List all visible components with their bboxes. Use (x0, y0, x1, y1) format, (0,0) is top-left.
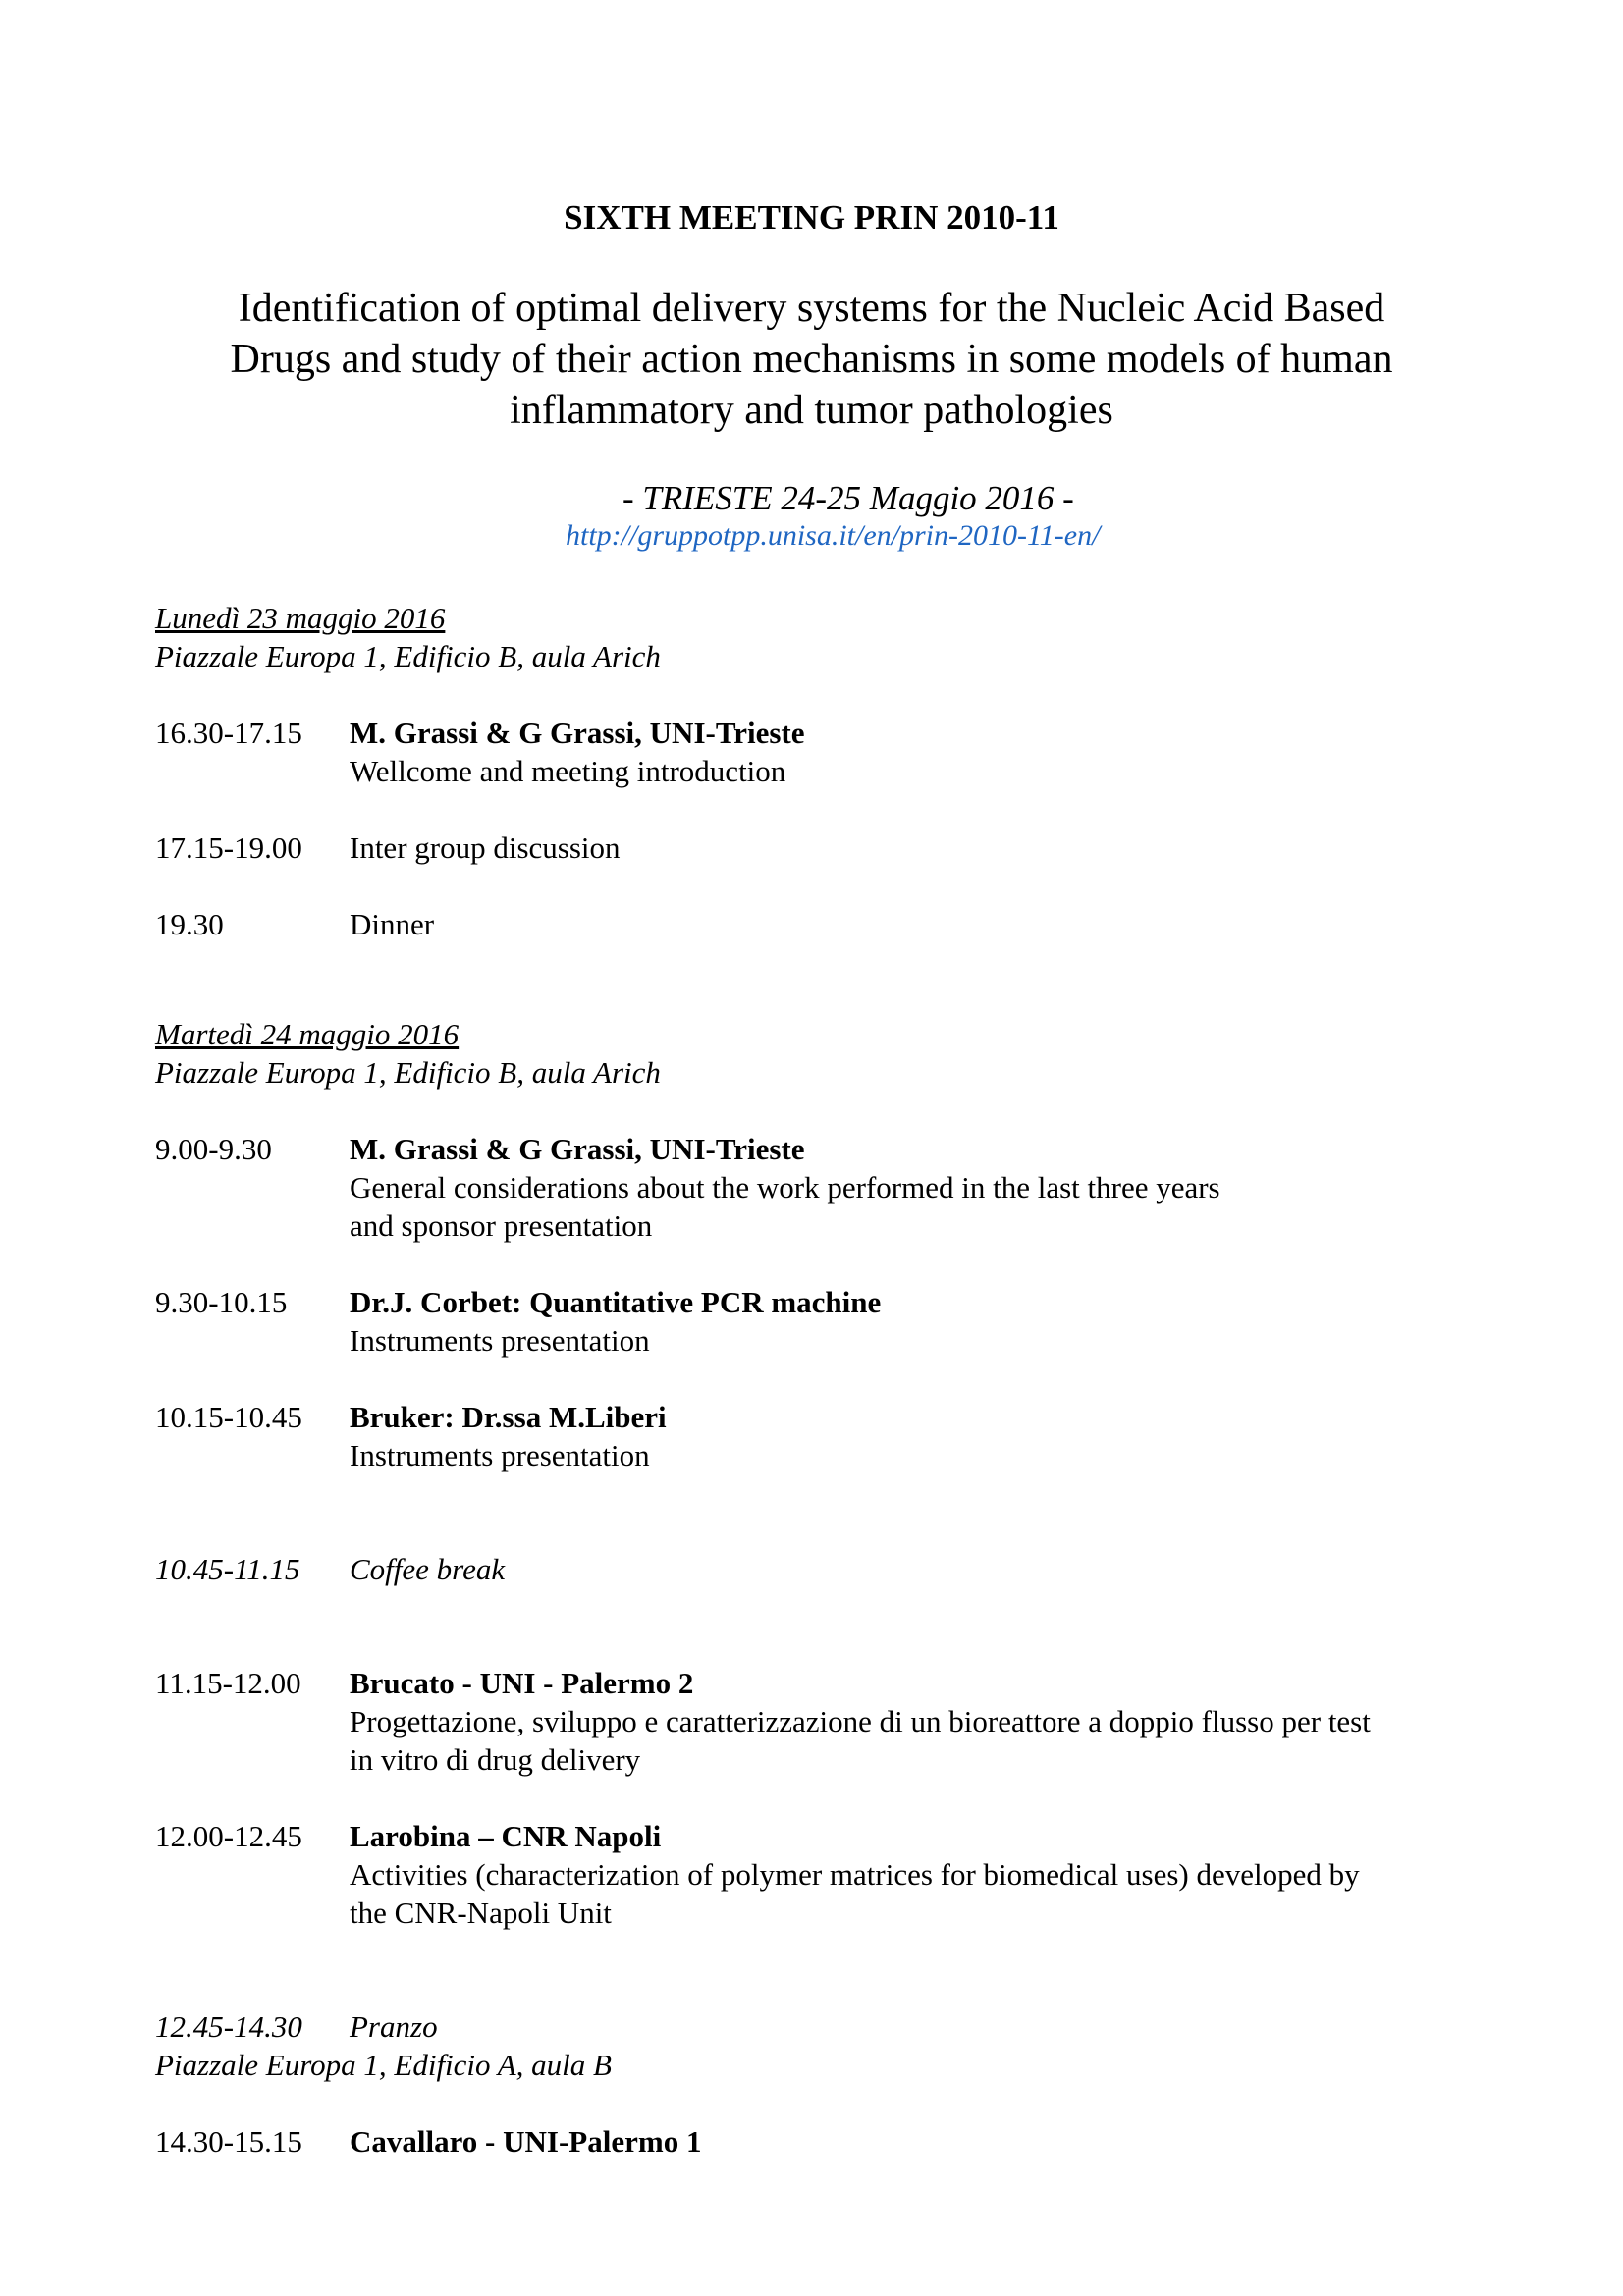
session-description: Wellcome and meeting introduction (350, 754, 786, 788)
session-speaker: Larobina – CNR Napoli (350, 1819, 662, 1853)
session-time: 14.30-15.15 (155, 2124, 302, 2159)
session-time: 16.30-17.15 (155, 716, 302, 750)
title-line-3: inflammatory and tumor pathologies (510, 388, 1113, 433)
title-line-2: Drugs and study of their action mechanisms in some models of human (230, 337, 1393, 382)
website-link[interactable]: http://gruppotpp.unisa.it/en/prin-2010-11-en/ (566, 519, 1101, 552)
day-1-location: Piazzale Europa 1, Edificio B, aula Arich (155, 639, 661, 673)
session-time: 17.15-19.00 (155, 830, 302, 865)
session-time: 11.15-12.00 (155, 1666, 301, 1700)
session-description: Activities (characterization of polymer matrices for biomedical uses) developed by (350, 1857, 1360, 1892)
title-line-1: Identification of optimal delivery systems for the Nucleic Acid Based (238, 286, 1385, 331)
session-time: 9.00-9.30 (155, 1132, 272, 1166)
day-2-date: Martedì 24 maggio 2016 (155, 1017, 460, 1051)
lunch-label: Pranzo (350, 2009, 438, 2044)
session-description: General considerations about the work performed in the last three years (350, 1170, 1220, 1204)
session-description: Progettazione, sviluppo e caratterizzazione di un bioreattore a doppio flusso per test (350, 1704, 1371, 1738)
session-speaker: M. Grassi & G Grassi, UNI-Trieste (350, 716, 805, 750)
session-time: 12.00-12.45 (155, 1819, 302, 1853)
session-time: 19.30 (155, 907, 224, 941)
session-speaker: Dr.J. Corbet: Quantitative PCR machine (350, 1285, 882, 1319)
session-description: the CNR-Napoli Unit (350, 1896, 612, 1930)
break-label: Coffee break (350, 1552, 506, 1586)
session-speaker: M. Grassi & G Grassi, UNI-Trieste (350, 1132, 805, 1166)
session-description: in vitro di drug delivery (350, 1742, 641, 1777)
session-description: Instruments presentation (350, 1323, 650, 1358)
session-description: and sponsor presentation (350, 1208, 653, 1243)
session-description: Inter group discussion (350, 830, 621, 865)
break-time: 10.45-11.15 (155, 1552, 300, 1586)
session-speaker: Cavallaro - UNI-Palermo 1 (350, 2124, 702, 2159)
venue-dates: - TRIESTE 24-25 Maggio 2016 - (622, 479, 1074, 517)
day-2-location: Piazzale Europa 1, Edificio B, aula Arich (155, 1055, 661, 1090)
session-speaker: Brucato - UNI - Palermo 2 (350, 1666, 694, 1700)
meeting-heading: SIXTH MEETING PRIN 2010-11 (564, 198, 1059, 237)
lunch-time: 12.45-14.30 (155, 2009, 302, 2044)
session-time: 9.30-10.15 (155, 1285, 288, 1319)
session-description: Dinner (350, 907, 435, 941)
day-1-date: Lunedì 23 maggio 2016 (155, 601, 446, 635)
session-time: 10.15-10.45 (155, 1400, 302, 1434)
session-speaker: Bruker: Dr.ssa M.Liberi (350, 1400, 667, 1434)
session-description: Instruments presentation (350, 1438, 650, 1472)
lunch-location: Piazzale Europa 1, Edificio A, aula B (155, 2048, 612, 2082)
